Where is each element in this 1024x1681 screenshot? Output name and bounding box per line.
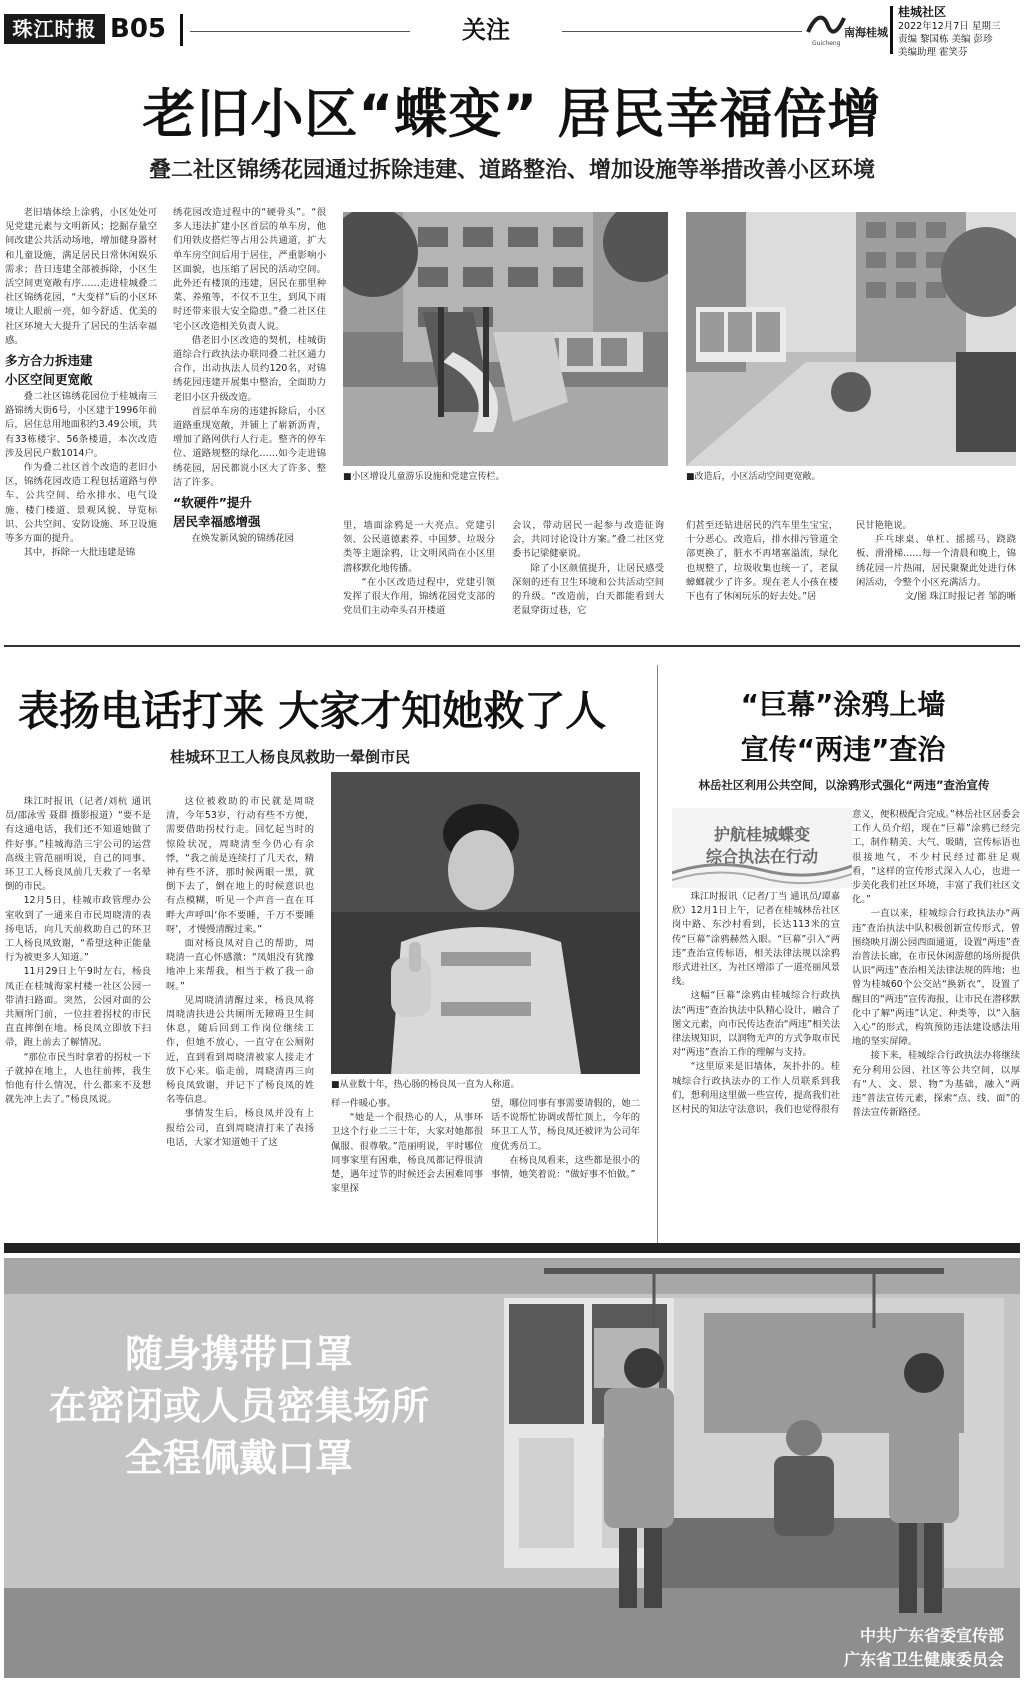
region-logo-text: 南海桂城 (844, 26, 888, 39)
open-space-photo (686, 212, 1016, 466)
mask-psa-banner (4, 1258, 1020, 1678)
story3-paragraph: 珠江时报讯（记者/丁当 通讯员/谭嘉欣）12月1日上午，记者在桂城林岳社区岗中路、东沙村看到，长达113米的宣传“巨幕”涂鸦赫然入眼。“巨幕”引入“两违”查治宣传标语，相关法律法规以涂鸦形式进社区，为社区增添了一道亮丽风景线。 (672, 891, 840, 988)
story1-paragraph: 除了小区颜值提升，让居民感受深刻的还有卫生环境和公共活动空间的升级。“改造前，白天都能看到大老鼠穿街过巷，它 (512, 562, 664, 617)
story1-paragraph: 们甚至还钻进居民的汽车里生宝宝，十分恶心。改造后，排水排污管道全部更换了，脏水不再堵塞溢流，绿化也规整了，垃圾收集也统一了，老鼠蟑螂就少了许多。现在老人小孩在楼下也有了休闲玩乐的好去处。”居 (686, 520, 838, 603)
psa-line-2: 在密闭或人员密集场所 (48, 1383, 429, 1428)
story2-paragraph: “那位市民当时拿着的拐杖一下子就掉在地上，人也往前摔，我生怕他有什么情况，什么都来不及想就先冲上去了。”杨良凤说。 (5, 1051, 151, 1106)
mural-line-1: 护航桂城蝶变 (713, 825, 810, 844)
sanitation-worker-photo (331, 772, 640, 1074)
section-title: 关注 (462, 16, 510, 44)
story1-column-1 (5, 206, 157, 631)
section-divider (4, 645, 1020, 647)
mural-line-2: 综合执法在行动 (705, 847, 818, 866)
wave-logo-icon (806, 12, 846, 38)
assistant-credit: 美编助理 霍笑芬 (898, 47, 968, 58)
story2-headline: 表扬电话打来 大家才知她救了人 (18, 687, 607, 735)
story1-paragraph: 老旧墙体绘上涂鸦，小区处处可见党建元素与文明新风；挖掘存量空间改建公共活动场地，增加健身器材和儿童设施，满足居民日常休闲娱乐需求；昔日违建全部被拆除，小区生活空间更宽敞有序……走进桂城叠二社区锦绣花园，“大变样”后的小区环境让人眼前一亮，如今舒适、优美的社区环境大大提升了居民的生活幸福感。 (5, 207, 157, 346)
story2-paragraph: “她是一个很热心的人，从事环卫这个行业二三十年，大家对她都很佩服、很尊敬。”范丽明说，平时哪位同事家里有困难，杨良凤都记得很清楚，遇年过节的时候还会去困难同事家里探 (331, 1112, 483, 1195)
story3-subhead: 林岳社区利用公共空间，以涂鸦形式强化“两违”查治宣传 (698, 778, 990, 792)
story1-headline: 老旧小区“蝶变” 居民幸福倍增 (142, 84, 882, 145)
region-logo-sub: Guicheng (812, 40, 841, 47)
psa-sponsor-1: 中共广东省委宣传部 (859, 1626, 1004, 1645)
story1-column-6 (856, 519, 1016, 631)
editor-credit: 责编 黎国栋 美编 彭珍 (898, 34, 993, 45)
header-divider (180, 14, 183, 46)
story1-paragraph: 会议，带动居民一起参与改造征询会，共同讨论设计方案。”叠二社区党委书记梁健豪说。 (512, 520, 664, 560)
story3-paragraph: 意义，便积极配合完成。”林岳社区居委会工作人员介绍，现在“巨幕”涂鸦已经完工，制作精美、大气、吸睛，宣传标语也很接地气，不少村民经过都驻足观看，“这样的宣传形式深入人心，也进一步美化我们社区环境，丰富了我们社区文化。” (852, 809, 1020, 906)
story2-subhead: 桂城环卫工人杨良凤救助一晕倒市民 (170, 748, 411, 766)
masthead (0, 0, 1024, 58)
story2-paragraph: 11月29日上午9时左右，杨良凤正在桂城海家村楼一社区公园一带清扫路面。突然，公园对面的公共厕所门前，一位拄着拐杖的市民直直摔倒在地。杨良凤立即放下扫帚，跑上前去了解情况。 (5, 966, 151, 1049)
story1-paragraph: 在焕发新风貌的锦绣花园 (191, 533, 294, 545)
story3-headline-2: 宣传“两违”查治 (740, 733, 946, 766)
story3-column-1 (672, 890, 840, 1240)
story1-paragraph: 里，墙面涂鸦是一大亮点。党建引领、公民道德素养、中国梦、垃圾分类等主题涂鸦，让文明风尚在小区里潜移默化地传播。 (343, 520, 495, 574)
story2-paragraph: 这位被救助的市民就是周晓清，今年53岁，行动有些不方便，需要借助拐杖行走。回忆起当时的惊险状况，周晓清至今仍心有余悸，“我之前是连续打了几天衣，精神有些不济，那时候两眼一黑，就倒下去了，倒在地上的时候意识也有点模糊，听见一个声音一直在耳畔大声呼叫‘你不要睡，千万不要睡呀’，才慢慢清醒过来。” (166, 796, 314, 935)
courtyard-illustration (686, 212, 1016, 466)
story2-paragraph: 见周晓清清醒过来，杨良凤将周晓清扶进公共厕所无障碍卫生间休息，随后回到工作岗位继续工作，但她不放心，一直守在公厕附近，直到看到周晓清被家人接走才放下心来。临走前，周晓清再三向杨良凤致谢，并记下了杨良凤的姓名等信息。 (166, 994, 314, 1106)
story2-paragraph: 在杨良凤看来，这些都是很小的事情，她笑着说：“做好事不怕做。” (491, 1154, 640, 1181)
header-rule-right (562, 31, 802, 32)
story3-paragraph: 这幅“巨幕”涂鸦由桂城综合行政执法“两违”查治执法中队精心设计，融合了图文元素，向市民传达查治“两违”相关法律法规知识，以润物无声的方式争取市民对“两违”查治工作的理解与支持。 (672, 990, 840, 1059)
column-name: 桂城社区 (898, 5, 947, 19)
story3-divider (657, 665, 658, 1243)
story3-paragraph: “这里原来是旧墙体，灰扑扑的。桂城综合行政执法办的工作人员联系到我们，想利用这里做一些宣传，提高我们社区村民的知法守法意识，我们也觉得很有 (672, 1061, 840, 1116)
playground-photo-caption: ■小区增设儿童游乐设施和党建宣传栏。 (343, 472, 505, 482)
story2-column-4 (491, 1097, 640, 1240)
region-logo (806, 10, 886, 52)
story1-paragraph: 借老旧小区改造的契机，桂城街道综合行政执法办联同叠二社区通力合作，出动执法人员约120名，对锦绣花园违建开展集中整治，全面助力老旧小区升级改造。 (173, 334, 326, 403)
psa-line-3: 全程佩戴口罩 (124, 1435, 353, 1480)
story2-paragraph: 12月5日，桂城市政管理办公室收到了一通来自市民周晓清的表扬电话，向几天前救助自己的环卫工人杨良凤致谢，“希望这种正能量行为被更多人知道。” (5, 895, 151, 964)
story2-column-2 (166, 795, 314, 1240)
story1-paragraph: 绣花园改造过程中的“硬骨头”。“很多人违法扩建小区首层的单车房，他们用铁皮搭烂等占用公共通道，扩大单车房空间后用于居住，严重影响小区面貌，也压缩了居民的活动空间。此外还有楼顶的违建，居民在那里种菜、养殖等，不仅不卫生，到风下雨时还带来很大安全隐患。”叠二社区住宅小区改造相关负责人说。 (173, 207, 326, 332)
paper-logo (4, 14, 105, 44)
playground-illustration (343, 212, 668, 466)
story1-paragraph: 其中，拆除一大批违建是锦 (23, 547, 136, 559)
story1-subheading-2a: “软硬件”提升 (173, 495, 252, 511)
issue-date: 2022年12月7日 星期三 (898, 21, 1001, 32)
story1-subheading-2b: 居民幸福感增强 (173, 514, 261, 530)
story2-paragraph: 样一件暖心事。 (331, 1098, 397, 1109)
story1-paragraph: 民甘艳艳说。 (856, 520, 912, 531)
story2-paragraph: 事情发生后，杨良凤并没有上报给公司，直到周晓清打来了表扬电话，大家才知道她干了这 (166, 1108, 314, 1148)
open-space-photo-caption: ■改造后，小区活动空间更宽敞。 (686, 472, 821, 482)
playground-photo (343, 212, 668, 466)
story1-paragraph: 乒乓球桌、单杠、摇摇马、跷跷板、滑滑梯……每一个清晨和晚上，锦绣花园一片热闹，居民聚聚此处进行休闲活动，令整个小区充满活力。 (856, 534, 1016, 588)
story1-column-5 (686, 519, 838, 631)
section-divider-2 (4, 1243, 1020, 1253)
story2-column-1 (5, 795, 151, 1240)
story1-paragraph: 作为叠二社区首个改造的老旧小区，锦绣花园改造工程包括道路与停车、公共空间、给水排水、电气设施、楼门楼道、景观风貌、导览标识、公共空间、安防设施、环卫设施等多方面的提升。 (5, 462, 157, 545)
story2-column-3 (331, 1097, 483, 1240)
sanitation-worker-caption: ■从业数十年，热心肠的杨良凤一直为人称道。 (331, 1080, 520, 1090)
story1-byline: 文/图 珠江时报记者 邹韵晰 (904, 591, 1016, 603)
psa-sponsor-2: 广东省卫生健康委员会 (843, 1650, 1004, 1669)
story1-paragraph: 叠二社区锦绣花园位于桂城南三路锦绣大街6号，小区建于1996年前后，居住总用地面积约3.49公顷，共有33栋楼宇、56条楼道，本次改造涉及居民户数1014户。 (5, 391, 157, 459)
story1-column-3 (343, 519, 495, 631)
story1-paragraph: “在小区改造过程中，党建引领发挥了很大作用，锦绣花园党支部的党员们主动牵头召开楼道 (343, 576, 495, 617)
header-divider-2 (890, 6, 893, 54)
story2-paragraph: 珠江时报讯（记者/刘杭 通讯员/邵泳雪 聂群 摄影报道）“要不是有这通电话，我们还不知道她做了件好事。”桂城海浩三宇公司的运营高级主管范丽明说，自己的同事、环卫工人杨良凤前几天救了一名晕倒的市民。 (5, 796, 151, 893)
page-number: B05 (110, 14, 166, 44)
story2-paragraph: 望，哪位同事有事需要请假的，她二话不说帮忙协调或帮忙顶上，今年的环卫工人节，杨良凤还被评为公司年度优秀员工。 (491, 1098, 640, 1152)
header-rule-left (190, 31, 410, 32)
story1-column-2 (173, 206, 326, 631)
story1-paragraph: 首层单车房的违建拆除后，小区道路重现宽敞，并铺上了崭新沥青，增加了路网供行人行走。整齐的停车位、道路规整的绿化……如今走进锦绣花园，居民都说小区大了许多、整洁了许多。 (173, 405, 326, 488)
story1-subheading-1a: 多方合力拆违建 (5, 353, 93, 369)
story3-paragraph: 一直以来，桂城综合行政执法办“两违”查治执法中队积极创新宣传形式，曾围绕映月湖公园西面通道，设置“两违”查治普法长廊，在市民休闲游憩的场所提供认识“两违”查治相关法律法规的阵地；也曾为桂城60个公交站“换新衣”，设置了醒目的“两违”宣传海报，让市民在潜移默化中了解“两违”认定、种类等，以“入脑入心”的形式，构筑预防违法建设感法用地的坚实屏障。 (852, 908, 1020, 1048)
story1-subhead: 叠二社区锦绣花园通过拆除违建、道路整治、增加设施等举措改善小区环境 (148, 158, 875, 183)
psa-line-1: 随身携带口罩 (124, 1331, 353, 1376)
story1-subheading-1b: 小区空间更宽敞 (5, 372, 93, 388)
worker-portrait-illustration (331, 772, 640, 1074)
story3-paragraph: 接下来，桂城综合行政执法办将继续充分利用公园、社区等公共空间，以厚有“人、文、景、物”为基础，融入“两违”普法宣传元素，探索“点、线、面”的普法宣传新路径。 (852, 1050, 1020, 1119)
story2-paragraph: 面对杨良凤对自己的帮助，周晓清一直心怀感激：“凤姐没有犹豫地冲上来帮我，相当于救了我一命呀。” (166, 938, 314, 992)
story3-headline-1: “巨幕”涂鸦上墙 (740, 688, 946, 721)
mural-illustration (672, 808, 852, 888)
story1-column-4 (512, 519, 664, 631)
story3-column-2 (852, 808, 1020, 1240)
paper-name: 珠江时报 (12, 17, 97, 41)
